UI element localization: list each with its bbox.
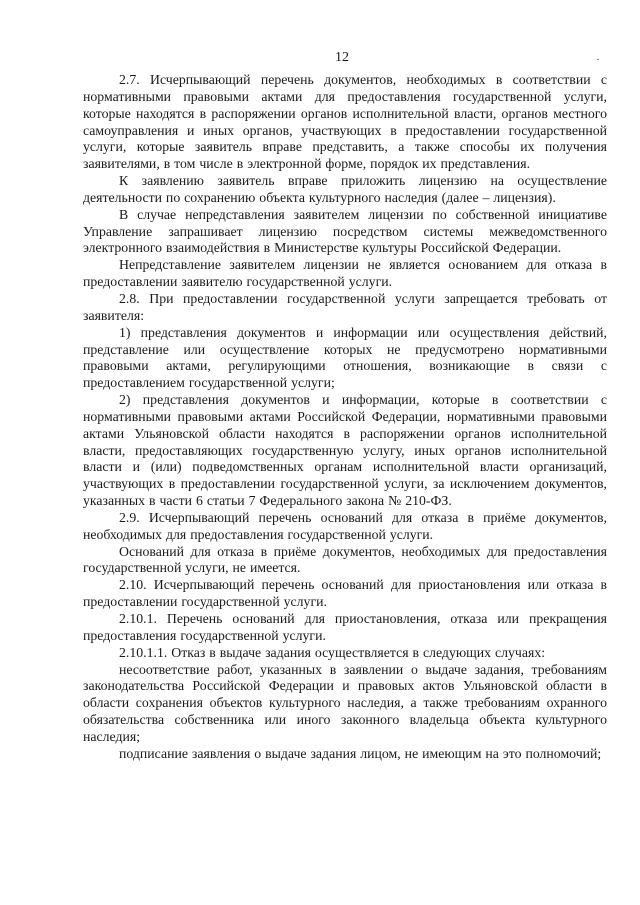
paragraph-license-attach: К заявлению заявитель вправе приложить лицензию на осуществление деятельности по сохранению объекта культурного наследия (далее – лицензия). bbox=[83, 173, 607, 205]
paragraph-mismatch: несоответствие работ, указанных в заявлении о выдаче задания, требованиям законодательства Российской Федерации и правовых актов Ульяновской области в области сохранения объектов культурного наследия, а также требованиям охранного обязательства собственника или иного законного владельца объекта культурного наследия; bbox=[83, 661, 607, 744]
document-body bbox=[83, 72, 607, 763]
paragraph-no-grounds: Оснований для отказа в приёме документов, необходимых для предоставления государственной услуги, не имеется. bbox=[83, 543, 607, 576]
paragraph-2-8: 2.8. При предоставлении государственной услуги запрещается требовать от заявителя: bbox=[83, 290, 607, 323]
paragraph-2-10-1-1: 2.10.1.1. Отказ в выдаче задания осуществляется в следующих случаях: bbox=[119, 644, 546, 660]
paragraph-license-not-ground: Непредставление заявителем лицензии не является основанием для отказа в предоставлении заявителю государственной услуги. bbox=[83, 257, 607, 290]
paragraph-2-7: 2.7. Исчерпывающий перечень документов, необходимых в соответствии с нормативными правовыми актами для предоставления государственной услуги, которые находятся в распоряжении органов исполнительной власти, органов местного самоуправления и иных органов, участвующих в предоставлении государственной услуги, которые заявитель вправе представить, а также способы их получения заявителями, в том числе в электронной форме, порядок их представления. bbox=[83, 72, 607, 172]
paragraph-2-10: 2.10. Исчерпывающий перечень оснований для приостановления или отказа в предоставлении государственной услуги. bbox=[83, 577, 607, 610]
paragraph-license-request: В случае непредставления заявителем лицензии по собственной инициативе Управление запрашивает лицензию посредством системы межведомственного электронного взаимодействия в Министерстве культуры Российской Федерации. bbox=[83, 206, 607, 256]
page-number: 12 bbox=[335, 50, 349, 65]
paragraph-signature: подписание заявления о выдаче задания лицом, не имеющим на это полномочий; bbox=[119, 745, 602, 761]
paragraph-2-8-item-2: 2) представления документов и информации, которые в соответствии с нормативными правовыми актами Российской Федерации, нормативными правовыми актами Ульяновской области находятся в распоряжении органов исполнительной власти, предоставляющих государственную услугу, иных органов исполнительной власти и (или) подведомственных органам исполнительной власти организаций, участвующих в предоставлении государственной услуги, за исключением документов, указанных в части 6 статьи 7 Федерального закона № 210-ФЗ. bbox=[83, 392, 607, 509]
paragraph-2-10-1: 2.10.1. Перечень оснований для приостановления, отказа или прекращения предоставления государственной услуги. bbox=[83, 611, 607, 643]
paragraph-2-9: 2.9. Исчерпывающий перечень оснований для отказа в приёме документов, необходимых для предоставления государственной услуги. bbox=[83, 509, 607, 542]
scan-mark: · bbox=[596, 52, 600, 66]
paragraph-2-8-item-1: 1) представления документов и информации или осуществления действий, представление или осуществление которых не предусмотрено нормативными правовыми актами, регулирующими отношения, возникающие в связи с предоставлением государственной услуги; bbox=[83, 324, 607, 391]
